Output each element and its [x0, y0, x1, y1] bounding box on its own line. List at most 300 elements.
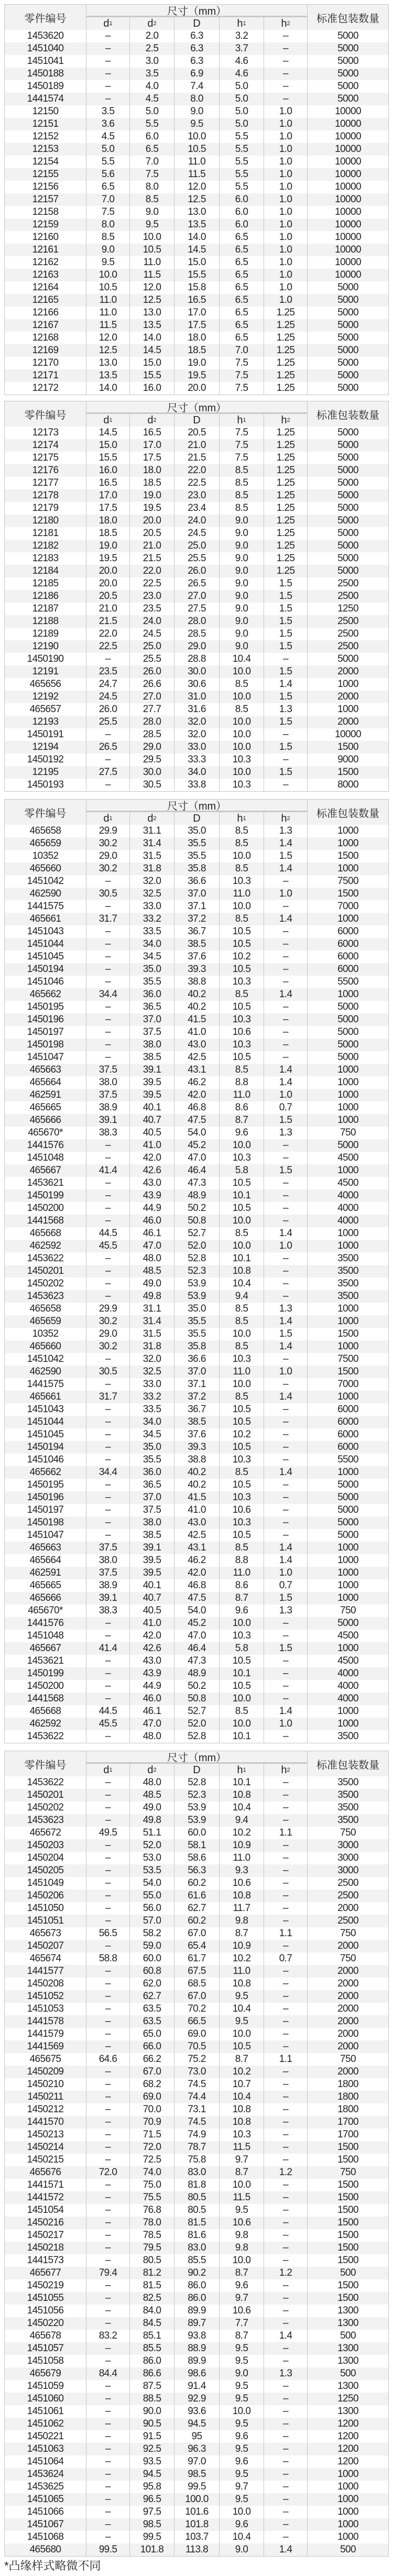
cell-d1: – — [86, 653, 129, 665]
cell-h2: 1.25 — [264, 344, 307, 357]
cell-outer-diameter: 12.5 — [174, 193, 219, 206]
cell-h2: 1.5 — [264, 577, 307, 590]
cell-package-qty: 750 — [307, 1604, 388, 1617]
header-col-outer-diameter — [174, 812, 219, 825]
cell-h2: – — [264, 1026, 307, 1039]
cell-package-qty: 2000 — [307, 1990, 388, 2003]
cell-d2: 56.0 — [129, 1902, 174, 1915]
cell-h2: – — [264, 2531, 307, 2544]
table-row — [5, 1139, 388, 1152]
table-row — [5, 93, 388, 105]
cell-h1: 6.5 — [219, 244, 264, 256]
cell-h1: 9.7 — [219, 2481, 264, 2493]
cell-h2: – — [264, 2254, 307, 2267]
cell-d1: – — [86, 1730, 129, 1743]
cell-package-qty: 5000 — [307, 1039, 388, 1051]
cell-h2: – — [264, 93, 307, 105]
cell-package-qty: 7000 — [307, 900, 388, 913]
cell-d2: 6.0 — [129, 130, 174, 143]
cell-h2: 1.4 — [264, 913, 307, 925]
table-row — [5, 540, 388, 552]
cell-part-number: 12154 — [32, 156, 59, 167]
table-row — [5, 30, 388, 42]
cell-d1: – — [86, 1177, 129, 1189]
header-col-h2 — [264, 1764, 307, 1776]
cell-d2: 19.0 — [129, 489, 174, 502]
cell-package-qty: 1000 — [307, 2481, 388, 2493]
table-row — [5, 1718, 388, 1730]
table-row — [5, 1315, 388, 1328]
table-row — [5, 1391, 388, 1403]
cell-part-number: 1453622 — [27, 1253, 64, 1264]
cell-part-number: 12185 — [32, 578, 59, 589]
table-row — [5, 168, 388, 181]
cell-outer-diameter: 21.5 — [174, 452, 219, 464]
cell-outer-diameter: 14.5 — [174, 244, 219, 256]
table-row — [5, 118, 388, 130]
table-row — [5, 938, 388, 951]
cell-h2: – — [264, 1693, 307, 1705]
table-row — [5, 825, 388, 837]
header-part-number: 零件编号 — [24, 409, 67, 421]
cell-h1: 3.7 — [219, 42, 264, 55]
cell-outer-diameter: 81.5 — [174, 2217, 219, 2229]
cell-d2: 6.5 — [129, 143, 174, 156]
cell-d2: 35.5 — [129, 976, 174, 988]
cell-part-number: 1450215 — [27, 2154, 64, 2165]
cell-d2: 23.0 — [129, 590, 174, 603]
cell-d1: 39.1 — [86, 1114, 129, 1127]
cell-package-qty: 6000 — [307, 925, 388, 938]
cell-h1: 10.0 — [219, 741, 264, 754]
cell-h1: 7.5 — [219, 452, 264, 464]
cell-d2: 11.5 — [129, 269, 174, 281]
cell-package-qty: 2000 — [307, 2015, 388, 2028]
cell-package-qty: 3500 — [307, 1776, 388, 1789]
cell-h2: 1.4 — [264, 1076, 307, 1089]
cell-d1: – — [86, 1915, 129, 1927]
cell-h2: – — [264, 2154, 307, 2166]
table-row — [5, 1776, 388, 1789]
cell-package-qty: 1250 — [307, 603, 388, 615]
cell-h2: – — [264, 2292, 307, 2305]
cell-h1: 10.2 — [219, 1827, 264, 1839]
cell-package-qty: 5000 — [307, 1491, 388, 1504]
cell-h1: 7.5 — [219, 357, 264, 369]
cell-package-qty: 1500 — [307, 2179, 388, 2191]
cell-part-number: 1451044 — [27, 1416, 64, 1427]
header-col-d1 — [86, 812, 129, 825]
cell-h2: 1.0 — [264, 168, 307, 181]
cell-h2: – — [264, 2430, 307, 2443]
cell-d1: 29.9 — [86, 825, 129, 837]
cell-package-qty: 1000 — [307, 1303, 388, 1315]
table-row — [5, 2380, 388, 2393]
cell-d1: – — [86, 2418, 129, 2430]
cell-d1: – — [86, 2355, 129, 2367]
table-row — [5, 2342, 388, 2355]
cell-outer-diameter: 93.6 — [174, 2405, 219, 2418]
cell-part-number: 12164 — [32, 282, 59, 293]
cell-outer-diameter: 38.8 — [174, 976, 219, 988]
cell-d1: 7.0 — [86, 193, 129, 206]
cell-outer-diameter: 23.4 — [174, 502, 219, 515]
cell-h1: 10.5 — [219, 1680, 264, 1693]
cell-d2: 99.5 — [129, 2531, 174, 2544]
cell-h1: 8.7 — [219, 2053, 264, 2066]
cell-package-qty: 1500 — [307, 1328, 388, 1340]
header-col-h2 — [264, 17, 307, 30]
cell-outer-diameter: 26.0 — [174, 565, 219, 577]
cell-outer-diameter: 14.0 — [174, 231, 219, 244]
table-row — [5, 2015, 388, 2028]
cell-outer-diameter: 7.4 — [174, 80, 219, 93]
cell-h2: – — [264, 1680, 307, 1693]
cell-part-number: 1451061 — [27, 2406, 64, 2417]
cell-d2: 28.0 — [129, 716, 174, 728]
table-row — [5, 1491, 388, 1504]
cell-outer-diameter: 48.9 — [174, 1189, 219, 1202]
cell-part-number: 12153 — [32, 144, 59, 155]
table-row — [5, 294, 388, 307]
cell-d1: 44.5 — [86, 1705, 129, 1718]
cell-h2: – — [264, 2028, 307, 2040]
cell-part-number: 465677 — [29, 2267, 61, 2278]
cell-h2: 1.5 — [264, 1114, 307, 1127]
cell-package-qty: 5500 — [307, 1454, 388, 1466]
cell-d1: 41.4 — [86, 1642, 129, 1655]
cell-d2: 13.5 — [129, 319, 174, 332]
cell-outer-diameter: 91.4 — [174, 2380, 219, 2393]
cell-outer-diameter: 52.8 — [174, 1776, 219, 1789]
cell-package-qty: 3500 — [307, 1290, 388, 1303]
cell-h1: 9.5 — [219, 2380, 264, 2393]
cell-h2: – — [264, 1177, 307, 1189]
table-row — [5, 1366, 388, 1378]
cell-outer-diameter: 73.0 — [174, 2066, 219, 2078]
cell-outer-diameter: 37.2 — [174, 913, 219, 925]
cell-outer-diameter: 35.8 — [174, 863, 219, 875]
cell-h1: 10.3 — [219, 1353, 264, 1366]
cell-part-number: 1441576 — [27, 1140, 64, 1151]
table-row — [5, 2129, 388, 2141]
header-part-number: 零件编号 — [24, 13, 67, 25]
cell-d1: – — [86, 2066, 129, 2078]
cell-d1: 17.5 — [86, 502, 129, 515]
cell-part-number: 1451063 — [27, 2443, 64, 2454]
cell-part-number: 465662 — [29, 1467, 61, 1478]
cell-outer-diameter: 37.1 — [174, 900, 219, 913]
cell-part-number: 1451066 — [27, 2506, 64, 2517]
cell-part-number: 1450198 — [27, 1517, 64, 1528]
cell-h1: 8.5 — [219, 703, 264, 716]
cell-outer-diameter: 29.0 — [174, 640, 219, 653]
cell-h1: 9.0 — [219, 603, 264, 615]
table-row — [5, 1542, 388, 1554]
cell-outer-diameter: 11.5 — [174, 168, 219, 181]
cell-d1: 5.5 — [86, 156, 129, 168]
table-row — [5, 1127, 388, 1139]
table-row — [5, 332, 388, 344]
cell-d1: – — [86, 938, 129, 951]
table-row — [5, 653, 388, 665]
cell-package-qty: 1200 — [307, 2443, 388, 2455]
cell-outer-diameter: 43.0 — [174, 1516, 219, 1529]
cell-outer-diameter: 92.9 — [174, 2393, 219, 2405]
cell-h1: 10.4 — [219, 653, 264, 665]
cell-part-number: 12151 — [32, 118, 59, 129]
cell-h1: 10.5 — [219, 1177, 264, 1189]
table-row — [5, 1202, 388, 1215]
cell-d1: – — [86, 1491, 129, 1504]
cell-d2: 33.5 — [129, 925, 174, 938]
table-row — [5, 344, 388, 357]
cell-part-number: 1441577 — [27, 1966, 64, 1977]
table-row — [5, 1039, 388, 1051]
cell-outer-diameter: 27.0 — [174, 590, 219, 603]
cell-d1: – — [86, 2103, 129, 2116]
cell-d2: 5.0 — [129, 105, 174, 118]
cell-d2: 2.0 — [129, 30, 174, 42]
cell-d2: 93.5 — [129, 2455, 174, 2468]
cell-outer-diameter: 23.0 — [174, 489, 219, 502]
cell-d2: 24.0 — [129, 615, 174, 628]
cell-h2: 1.5 — [264, 1592, 307, 1604]
cell-part-number: 1451048 — [27, 1152, 64, 1163]
cell-outer-diameter: 18.5 — [174, 344, 219, 357]
cell-d1: – — [86, 1152, 129, 1164]
cell-d1: – — [86, 1013, 129, 1026]
cell-part-number: 1451056 — [27, 2305, 64, 2316]
cell-d2: 31.5 — [129, 1328, 174, 1340]
cell-h1: 10.3 — [219, 1013, 264, 1026]
cell-h2: – — [264, 2141, 307, 2154]
cell-package-qty: 5000 — [307, 477, 388, 489]
cell-h1: 9.5 — [219, 2342, 264, 2355]
cell-h1: 10.2 — [219, 951, 264, 963]
cell-d1: 3.5 — [86, 105, 129, 118]
cell-part-number: 1450194 — [27, 964, 64, 975]
cell-h2: 1.1 — [264, 1927, 307, 1940]
cell-h1: 10.5 — [219, 1479, 264, 1491]
header-col-symbol: d — [147, 414, 154, 426]
cell-outer-diameter: 33.0 — [174, 741, 219, 754]
cell-d1: – — [86, 2154, 129, 2166]
cell-d1: 37.5 — [86, 1567, 129, 1579]
cell-h2: – — [264, 754, 307, 766]
cell-outer-diameter: 13.0 — [174, 206, 219, 219]
cell-part-number: 1451046 — [27, 976, 64, 987]
cell-d1: – — [86, 1416, 129, 1428]
table-row — [5, 244, 388, 256]
cell-d1: 9.5 — [86, 256, 129, 269]
cell-h1: 5.5 — [219, 130, 264, 143]
cell-h2: – — [264, 2393, 307, 2405]
cell-part-number: 1441578 — [27, 2016, 64, 2027]
cell-h2: 1.5 — [264, 716, 307, 728]
cell-h1: 6.0 — [219, 193, 264, 206]
cell-package-qty: 5000 — [307, 55, 388, 68]
cell-part-number: 12167 — [32, 320, 59, 331]
cell-part-number: 12168 — [32, 332, 59, 343]
cell-h2: – — [264, 1428, 307, 1441]
cell-h1: 8.8 — [219, 1554, 264, 1567]
cell-part-number: 1450198 — [27, 1039, 64, 1050]
cell-package-qty: 10000 — [307, 231, 388, 244]
cell-d2: 49.8 — [129, 1290, 174, 1303]
cell-d1: 64.6 — [86, 2053, 129, 2066]
cell-package-qty: 1000 — [307, 1101, 388, 1114]
cell-outer-diameter: 75.2 — [174, 2053, 219, 2066]
header-col-h1 — [219, 1764, 264, 1776]
header-col-symbol: d — [103, 17, 110, 29]
cell-h1: 8.6 — [219, 1101, 264, 1114]
cell-h2: – — [264, 779, 307, 791]
cell-h1: 6.5 — [219, 319, 264, 332]
cell-h2: – — [264, 2229, 307, 2242]
cell-d2: 16.0 — [129, 382, 174, 395]
cell-outer-diameter: 52.7 — [174, 1705, 219, 1718]
table-row — [5, 716, 388, 728]
cell-d1: 24.5 — [86, 691, 129, 703]
cell-h1: 10.1 — [219, 1776, 264, 1789]
cell-package-qty: 2000 — [307, 1965, 388, 1978]
cell-h1: 10.3 — [219, 1039, 264, 1051]
table-row — [5, 2040, 388, 2053]
cell-d2: 14.0 — [129, 332, 174, 344]
spec-table — [4, 799, 389, 1743]
cell-outer-diameter: 60.2 — [174, 1915, 219, 1927]
cell-d2: 59.0 — [129, 1940, 174, 1952]
cell-d1: – — [86, 2179, 129, 2191]
table-row — [5, 1089, 388, 1101]
header-col-d2 — [129, 812, 174, 825]
cell-package-qty: 1500 — [307, 2217, 388, 2229]
cell-d1: – — [86, 2518, 129, 2531]
cell-d1: – — [86, 925, 129, 938]
cell-outer-diameter: 47.3 — [174, 1655, 219, 1667]
cell-d2: 40.1 — [129, 1579, 174, 1592]
cell-d1: – — [86, 2040, 129, 2053]
cell-h2: – — [264, 1965, 307, 1978]
cell-d1: – — [86, 1202, 129, 1215]
table-body — [5, 1776, 388, 2556]
cell-part-number: 1450205 — [27, 1865, 64, 1876]
cell-outer-diameter: 98.5 — [174, 2468, 219, 2481]
cell-part-number: 1451049 — [27, 1878, 64, 1889]
cell-h1: 10.2 — [219, 1952, 264, 1965]
header-col-symbol: d — [103, 414, 110, 426]
cell-h2: 1.25 — [264, 552, 307, 565]
cell-d2: 38.0 — [129, 1516, 174, 1529]
table-row — [5, 489, 388, 502]
cell-outer-diameter: 43.1 — [174, 1542, 219, 1554]
cell-h2: – — [264, 55, 307, 68]
cell-outer-diameter: 97.0 — [174, 2455, 219, 2468]
cell-h1: 10.0 — [219, 1718, 264, 1730]
cell-part-number: 465667 — [29, 1643, 61, 1654]
cell-d2: 17.0 — [129, 439, 174, 452]
cell-outer-diameter: 38.5 — [174, 938, 219, 951]
cell-d2: 37.5 — [129, 1504, 174, 1516]
cell-h1: 10.0 — [219, 1215, 264, 1227]
table-row — [5, 2179, 388, 2191]
cell-d2: 19.5 — [129, 502, 174, 515]
cell-outer-diameter: 98.6 — [174, 2367, 219, 2380]
table-row — [5, 1579, 388, 1592]
cell-package-qty: 6000 — [307, 951, 388, 963]
cell-package-qty: 10000 — [307, 193, 388, 206]
cell-h1: 6.5 — [219, 307, 264, 319]
table-body — [5, 825, 388, 1743]
cell-d1: – — [86, 2129, 129, 2141]
cell-part-number: 1453625 — [27, 2481, 64, 2492]
table-row — [5, 281, 388, 294]
cell-d2: 7.0 — [129, 156, 174, 168]
table-row — [5, 1814, 388, 1827]
cell-h2: – — [264, 1802, 307, 1814]
table-row — [5, 2028, 388, 2040]
cell-outer-diameter: 75.8 — [174, 2154, 219, 2166]
cell-h1: 10.0 — [219, 2254, 264, 2267]
cell-d1: 9.0 — [86, 244, 129, 256]
cell-d1: – — [86, 1051, 129, 1064]
cell-outer-diameter: 38.8 — [174, 1454, 219, 1466]
table-row — [5, 193, 388, 206]
cell-outer-diameter: 80.5 — [174, 2191, 219, 2204]
cell-h1: 8.5 — [219, 477, 264, 489]
cell-package-qty: 5000 — [307, 1529, 388, 1542]
cell-h1: 10.0 — [219, 2405, 264, 2418]
cell-h2: 1.25 — [264, 307, 307, 319]
cell-d1: 31.7 — [86, 913, 129, 925]
cell-package-qty: 5000 — [307, 502, 388, 515]
cell-outer-diameter: 53.9 — [174, 1814, 219, 1827]
cell-h2: – — [264, 2191, 307, 2204]
cell-h2: – — [264, 1940, 307, 1952]
cell-outer-diameter: 37.0 — [174, 888, 219, 900]
cell-h1: 10.8 — [219, 1890, 264, 1902]
table-row — [5, 2166, 388, 2179]
cell-part-number: 12187 — [32, 603, 59, 614]
cell-part-number: 465665 — [29, 1102, 61, 1113]
cell-d1: 22.5 — [86, 640, 129, 653]
cell-part-number: 12183 — [32, 553, 59, 564]
cell-h2: – — [264, 1990, 307, 2003]
cell-outer-diameter: 36.6 — [174, 1353, 219, 1366]
cell-package-qty: 10000 — [307, 256, 388, 269]
cell-d1: 44.5 — [86, 1227, 129, 1240]
cell-d1: 8.0 — [86, 219, 129, 231]
cell-h1: 5.5 — [219, 143, 264, 156]
cell-d2: 70.9 — [129, 2116, 174, 2129]
table-row — [5, 2141, 388, 2154]
cell-part-number: 465658 — [29, 1303, 61, 1314]
cell-part-number: 465664 — [29, 1077, 61, 1088]
cell-outer-diameter: 113.8 — [174, 2544, 219, 2556]
cell-d1: 7.5 — [86, 206, 129, 219]
cell-h2: – — [264, 1839, 307, 1852]
cell-h1: 10.3 — [219, 1454, 264, 1466]
header-col-h2 — [264, 812, 307, 825]
cell-d1: 6.5 — [86, 181, 129, 193]
cell-part-number: 465672 — [29, 1827, 61, 1838]
header-col-subscript: 1 — [243, 417, 246, 423]
table-row — [5, 2506, 388, 2518]
header-col-symbol: h — [281, 414, 287, 426]
cell-d1: 27.5 — [86, 766, 129, 779]
cell-h2: – — [264, 2493, 307, 2506]
